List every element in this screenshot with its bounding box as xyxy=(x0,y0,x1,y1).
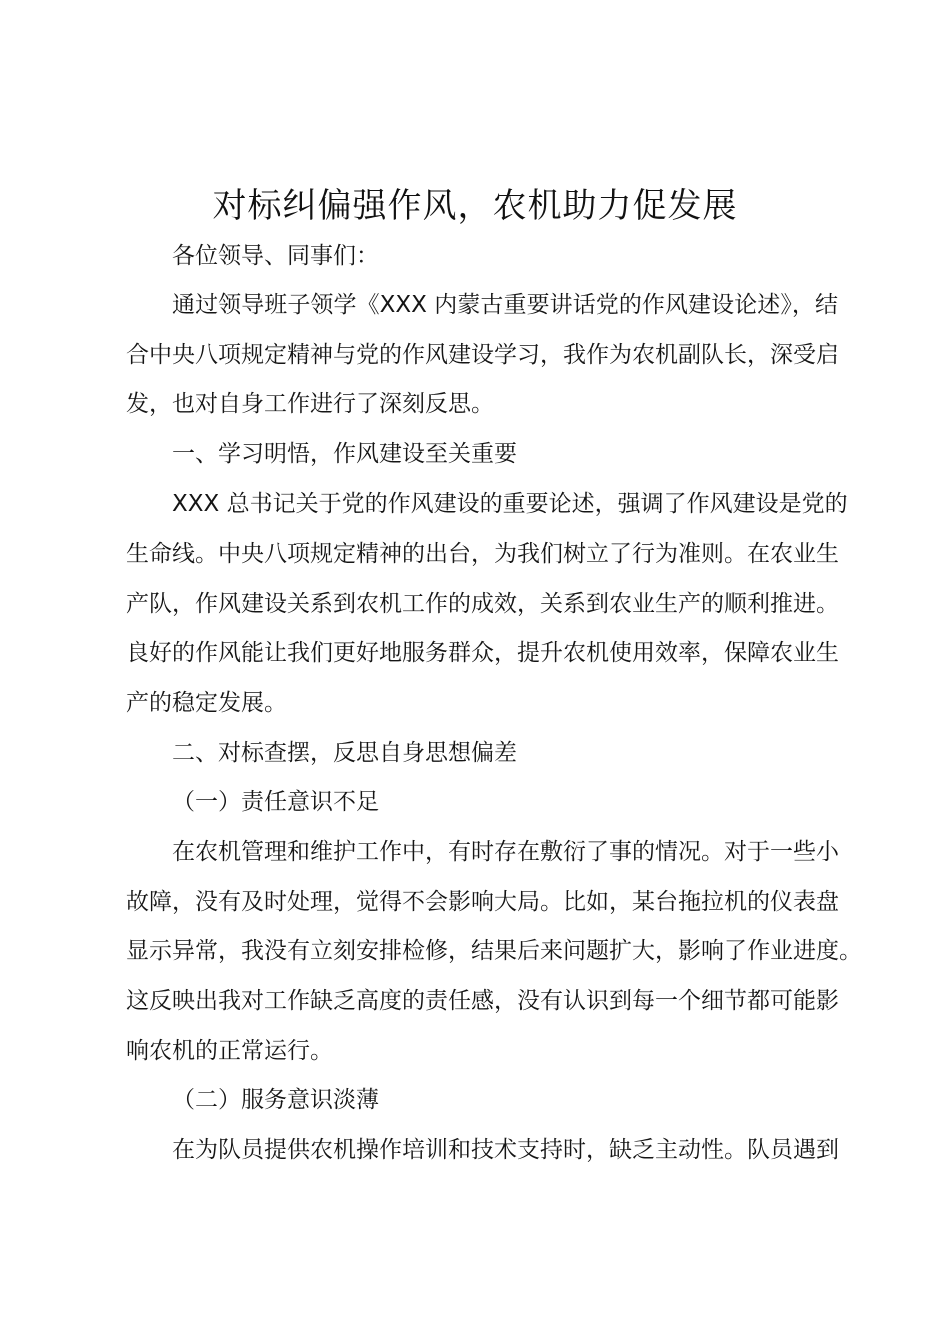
paragraph-line: 产的稳定发展。 xyxy=(126,690,287,716)
paragraph-line: 在为队员提供农机操作培训和技术支持时，缺乏主动性。队员遇到 xyxy=(172,1137,839,1163)
paragraph-line: 通过领导班子领学《XXX 内蒙古重要讲话党的作风建设论述》，结 xyxy=(172,292,838,318)
paragraph-line: 显示异常，我没有立刻安排检修，结果后来问题扩大，影响了作业进度。 xyxy=(126,938,862,964)
paragraph-line: 生命线。中央八项规定精神的出台，为我们树立了行为准则。在农业生 xyxy=(126,541,839,567)
section-heading: 二、对标查摆，反思自身思想偏差 xyxy=(172,740,517,766)
section-heading: 一、学习明悟，作风建设至关重要 xyxy=(172,441,517,467)
subsection-heading: （二）服务意识淡薄 xyxy=(172,1087,379,1113)
paragraph-line: 发，也对自身工作进行了深刻反思。 xyxy=(126,391,494,417)
paragraph-line: 在农机管理和维护工作中，有时存在敷衍了事的情况。对于一些小 xyxy=(172,839,839,865)
paragraph-line: 故障，没有及时处理，觉得不会影响大局。比如，某台拖拉机的仪表盘 xyxy=(126,889,839,915)
subsection-heading: （一）责任意识不足 xyxy=(172,789,379,815)
paragraph-line: 良好的作风能让我们更好地服务群众，提升农机使用效率，保障农业生 xyxy=(126,640,839,666)
paragraph-line: XXX 总书记关于党的作风建设的重要论述，强调了作风建设是党的 xyxy=(172,491,848,517)
paragraph-line: 合中央八项规定精神与党的作风建设学习，我作为农机副队长，深受启 xyxy=(126,342,839,368)
paragraph-line: 响农机的正常运行。 xyxy=(126,1038,333,1064)
paragraph-line: 产队，作风建设关系到农机工作的成效，关系到农业生产的顺利推进。 xyxy=(126,591,839,617)
document-title: 对标纠偏强作风，农机助力促发展 xyxy=(212,186,738,226)
salutation: 各位领导、同事们： xyxy=(172,243,379,269)
paragraph-line: 这反映出我对工作缺乏高度的责任感，没有认识到每一个细节都可能影 xyxy=(126,988,839,1014)
